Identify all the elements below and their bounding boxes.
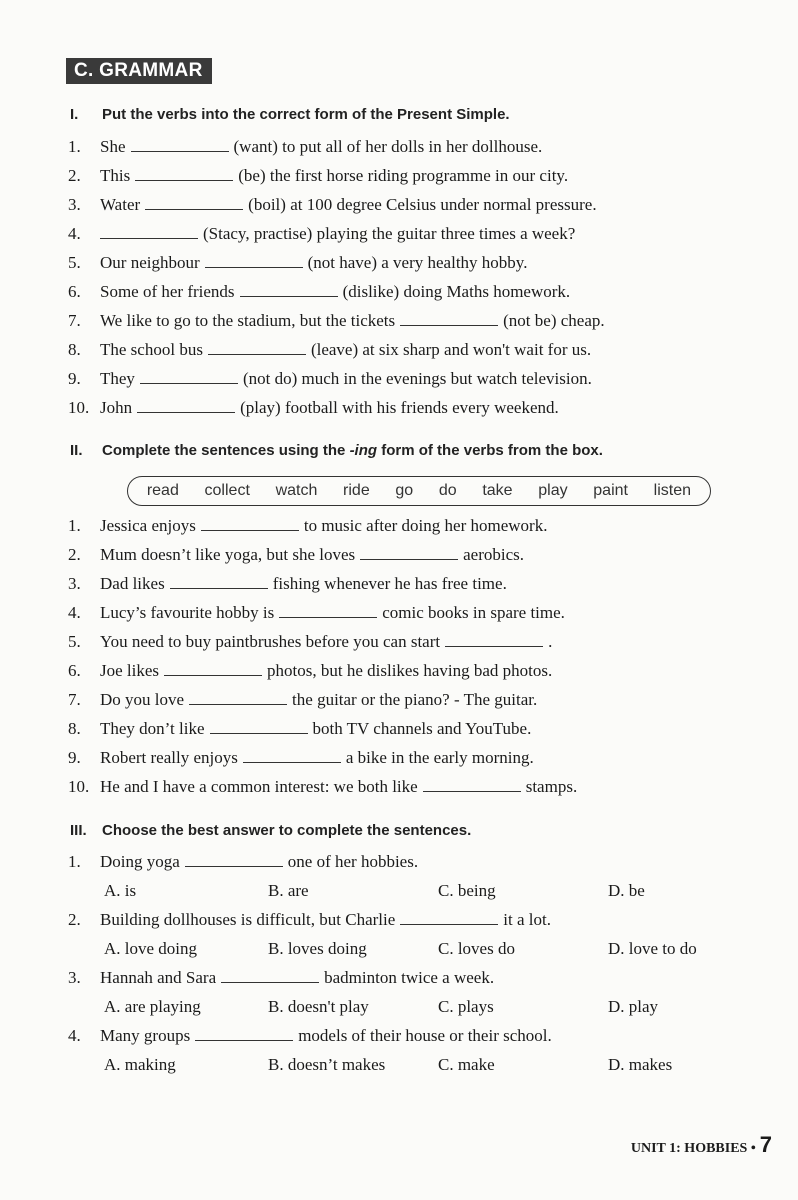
- question-text-before: Water: [100, 195, 141, 214]
- word-box-item: take: [482, 482, 513, 499]
- question-text-before: This: [100, 166, 131, 185]
- answer-blank[interactable]: [423, 779, 521, 792]
- question-text-after: stamps.: [525, 777, 578, 796]
- answer-blank[interactable]: [195, 1028, 293, 1041]
- question-number: 10.: [68, 398, 90, 417]
- exercise-3-question: [68, 1026, 552, 1046]
- answer-option[interactable]: A. is: [104, 881, 137, 900]
- question-text-after: to music after doing her homework.: [303, 516, 548, 535]
- answer-option[interactable]: D. love to do: [608, 939, 697, 958]
- answer-blank[interactable]: [201, 518, 299, 531]
- answer-option[interactable]: C. loves do: [438, 939, 515, 958]
- footer-unit-label: UNIT 1: HOBBIES •: [630, 1141, 756, 1156]
- answer-blank[interactable]: [243, 750, 341, 763]
- exercise-3-number: III.: [70, 822, 87, 839]
- exercise-2-question: [68, 574, 507, 594]
- exercise-1-question: [68, 311, 605, 331]
- question-number: 4.: [68, 224, 81, 243]
- question-number: 6.: [68, 282, 81, 301]
- exercise-1-question: [68, 398, 559, 418]
- exercise-1-question: [68, 340, 591, 360]
- question-text-before: We like to go to the stadium, but the tickets: [100, 311, 396, 330]
- question-text-after: models of their house or their school.: [298, 1026, 552, 1045]
- section-title: C. GRAMMAR: [66, 58, 212, 84]
- question-number: 5.: [68, 632, 81, 651]
- answer-option[interactable]: D. makes: [608, 1055, 673, 1074]
- question-text-after: (not be) cheap.: [503, 311, 605, 330]
- word-box-item: read: [146, 482, 179, 499]
- exercise-1-heading: [70, 106, 510, 123]
- question-text-before: He and I have a common interest: we both like: [100, 777, 418, 796]
- question-text-before: Some of her friends: [100, 282, 235, 301]
- question-number: 1.: [68, 137, 81, 156]
- question-text-before: Lucy’s favourite hobby is: [100, 603, 275, 622]
- exercise-1-instruction: Put the verbs into the correct form of the Present Simple.: [102, 106, 510, 123]
- answer-blank[interactable]: [140, 371, 238, 384]
- question-text-before: They don’t like: [100, 719, 205, 738]
- question-text-after: a bike in the early morning.: [345, 748, 534, 767]
- question-text-after: comic books in spare time.: [382, 603, 565, 622]
- exercise-2-question: [68, 719, 531, 739]
- question-number: 2.: [68, 545, 81, 564]
- word-box-item: paint: [593, 482, 628, 499]
- answer-blank[interactable]: [135, 168, 233, 181]
- answer-blank[interactable]: [221, 970, 319, 983]
- question-text-after: photos, but he dislikes having bad photos.: [267, 661, 553, 680]
- question-number: 5.: [68, 253, 81, 272]
- question-text-before: Our neighbour: [100, 253, 200, 272]
- answer-option[interactable]: C. being: [438, 881, 496, 900]
- exercise-1-number: I.: [70, 106, 79, 123]
- exercise-2-question: [68, 603, 565, 623]
- exercise-3-question: [68, 852, 418, 872]
- question-number: 4.: [68, 1026, 81, 1045]
- exercise-2-question: [68, 777, 577, 797]
- question-number: 2.: [68, 910, 81, 929]
- question-number: 3.: [68, 574, 81, 593]
- question-text-after: it a lot.: [503, 910, 551, 929]
- word-box: [127, 476, 711, 506]
- answer-blank[interactable]: [445, 634, 543, 647]
- exercise-2-heading: [70, 442, 603, 459]
- answer-option[interactable]: C. make: [438, 1055, 495, 1074]
- word-box-item: ride: [343, 482, 370, 499]
- answer-blank[interactable]: [170, 576, 268, 589]
- exercise-3-heading: [70, 822, 471, 839]
- answer-blank[interactable]: [208, 342, 306, 355]
- question-text-after: both TV channels and YouTube.: [312, 719, 532, 738]
- word-box-item: listen: [653, 482, 692, 499]
- answer-blank[interactable]: [279, 605, 377, 618]
- answer-blank[interactable]: [400, 313, 498, 326]
- exercise-2-instruction-end: form of the verbs from the box.: [381, 442, 603, 459]
- answer-blank[interactable]: [185, 854, 283, 867]
- exercise-2-number: II.: [70, 442, 83, 459]
- exercise-2-instruction-italic: -ing: [349, 442, 378, 459]
- question-text-after: (not have) a very healthy hobby.: [307, 253, 528, 272]
- question-text-before: Hannah and Sara: [100, 968, 217, 987]
- exercise-1-question: [68, 253, 527, 273]
- exercise-2-instruction-start: Complete the sentences using the: [102, 442, 346, 459]
- answer-option[interactable]: B. loves doing: [268, 939, 367, 958]
- question-number: 1.: [68, 516, 81, 535]
- answer-option[interactable]: B. doesn't play: [268, 997, 369, 1016]
- question-text-before: They: [100, 369, 135, 388]
- exercise-3-question: [68, 910, 551, 930]
- answer-blank[interactable]: [400, 912, 498, 925]
- answer-option[interactable]: B. doesn’t makes: [268, 1055, 386, 1074]
- answer-option[interactable]: D. be: [608, 881, 645, 900]
- exercise-2-question: [68, 690, 537, 710]
- exercise-2-question: [68, 545, 524, 565]
- exercise-1-question: [68, 166, 568, 186]
- question-number: 8.: [68, 719, 81, 738]
- question-text-after: the guitar or the piano? - The guitar.: [292, 690, 538, 709]
- word-box-item: do: [438, 482, 457, 499]
- question-number: 6.: [68, 661, 81, 680]
- exercise-1-question: [68, 195, 597, 215]
- answer-blank[interactable]: [240, 284, 338, 297]
- word-box-item: collect: [204, 482, 250, 499]
- answer-blank[interactable]: [100, 226, 198, 239]
- question-text-after: badminton twice a week.: [324, 968, 495, 987]
- exercise-3-question: [68, 968, 494, 988]
- question-text-before: Doing yoga: [100, 852, 180, 871]
- answer-option[interactable]: A. are playing: [104, 997, 201, 1016]
- question-text-before: Robert really enjoys: [100, 748, 238, 767]
- answer-blank[interactable]: [189, 692, 287, 705]
- exercise-1-question: [68, 282, 570, 302]
- exercise-1-question: [68, 137, 542, 157]
- question-text-before: John: [100, 398, 133, 417]
- question-number: 2.: [68, 166, 81, 185]
- question-text-after: one of her hobbies.: [287, 852, 419, 871]
- answer-blank[interactable]: [131, 139, 229, 152]
- question-text-after: .: [548, 632, 553, 651]
- question-text-after: (boil) at 100 degree Celsius under normal pressure.: [248, 195, 597, 214]
- question-text-after: (be) the first horse riding programme in our city.: [238, 166, 569, 185]
- answer-option[interactable]: D. play: [608, 997, 659, 1016]
- question-number: 7.: [68, 311, 81, 330]
- question-text-before: She: [100, 137, 126, 156]
- exercise-2-question: [68, 748, 534, 768]
- question-text-before: Dad likes: [100, 574, 165, 593]
- exercise-2-question: [68, 516, 547, 536]
- answer-option[interactable]: A. love doing: [104, 939, 198, 958]
- exercise-2-question: [68, 661, 552, 681]
- question-number: 7.: [68, 690, 81, 709]
- question-text-before: Jessica enjoys: [100, 516, 196, 535]
- answer-blank[interactable]: [145, 197, 243, 210]
- answer-option[interactable]: B. are: [268, 881, 309, 900]
- question-text-before: Mum doesn’t like yoga, but she loves: [100, 545, 356, 564]
- word-box-item: watch: [275, 482, 318, 499]
- question-text-before: The school bus: [100, 340, 203, 359]
- question-text-before: Do you love: [100, 690, 185, 709]
- question-text-after: (not do) much in the evenings but watch television.: [242, 369, 592, 388]
- answer-blank[interactable]: [210, 721, 308, 734]
- exercise-1-question: [68, 369, 592, 389]
- exercise-1-question: [68, 224, 575, 244]
- answer-blank[interactable]: [360, 547, 458, 560]
- question-number: 9.: [68, 369, 81, 388]
- question-number: 10.: [68, 777, 90, 796]
- question-text-before: Many groups: [100, 1026, 191, 1045]
- question-number: 3.: [68, 195, 81, 214]
- answer-option[interactable]: C. plays: [438, 997, 494, 1016]
- question-text-after: aerobics.: [463, 545, 525, 564]
- question-text-before: You need to buy paintbrushes before you can start: [100, 632, 441, 651]
- question-number: 1.: [68, 852, 81, 871]
- page-footer: [631, 1132, 772, 1158]
- word-box-item: play: [538, 482, 568, 499]
- exercise-3-instruction: Choose the best answer to complete the sentences.: [102, 822, 472, 839]
- question-text-before: Joe likes: [100, 661, 160, 680]
- answer-blank[interactable]: [205, 255, 303, 268]
- answer-blank[interactable]: [164, 663, 262, 676]
- question-text-after: (dislike) doing Maths homework.: [342, 282, 571, 301]
- question-number: 4.: [68, 603, 81, 622]
- question-text-before: Building dollhouses is difficult, but Charlie: [100, 910, 396, 929]
- exercise-2-question: [68, 632, 552, 652]
- answer-blank[interactable]: [137, 400, 235, 413]
- question-text-after: (want) to put all of her dolls in her dollhouse.: [233, 137, 543, 156]
- question-text-after: (play) football with his friends every weekend.: [240, 398, 559, 417]
- question-number: 8.: [68, 340, 81, 359]
- question-number: 3.: [68, 968, 81, 987]
- question-text-after: fishing whenever he has free time.: [272, 574, 507, 593]
- page-number: 7: [759, 1132, 772, 1157]
- question-number: 9.: [68, 748, 81, 767]
- question-text-after: (Stacy, practise) playing the guitar three times a week?: [203, 224, 576, 243]
- question-text-after: (leave) at six sharp and won't wait for us.: [310, 340, 592, 359]
- answer-option[interactable]: A. making: [104, 1055, 176, 1074]
- word-box-item: go: [395, 482, 414, 499]
